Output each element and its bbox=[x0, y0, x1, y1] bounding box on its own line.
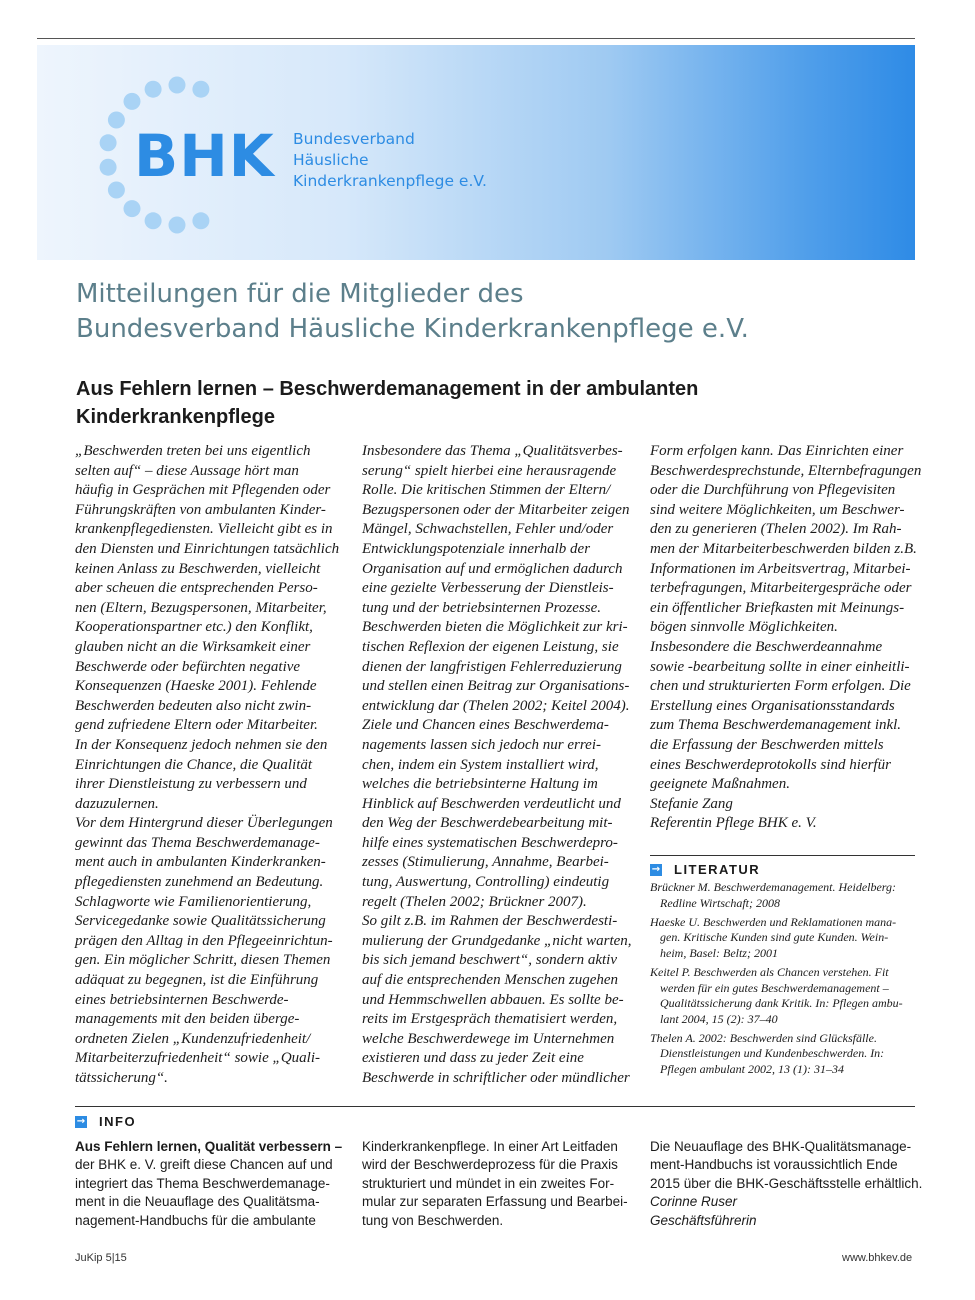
info-column-1 bbox=[75, 1138, 342, 1230]
text-line: und stellen einen Beitrag zur Organisations- bbox=[362, 678, 630, 695]
article-title-line: Aus Fehlern lernen – Beschwerdemanagement in der ambulanten bbox=[76, 378, 699, 400]
text-line: reits im Erstgespräch thematisiert werden, bbox=[362, 1011, 618, 1028]
text-line: Informationen im Arbeitsvertrag, Mitarbei- bbox=[650, 560, 911, 577]
text-line: Rolle. Die kritischen Stimmen der Eltern/ bbox=[362, 482, 611, 499]
reference-line: heim, Basel: Beltz; 2001 bbox=[660, 945, 778, 960]
article-column-2 bbox=[362, 442, 632, 1089]
text-line: Entwicklungspotenziale innerhalb der bbox=[362, 540, 591, 557]
article-column-3 bbox=[650, 442, 921, 834]
text-line: Führungskräften von ambulanten Kinder- bbox=[75, 501, 326, 518]
info-line: ment-Handbuchs ist voraussichtlich Ende bbox=[650, 1157, 898, 1173]
text-line: selten auf“ – diese Aussage hört man bbox=[75, 462, 299, 479]
info-heading bbox=[75, 1114, 136, 1129]
info-lead-bold: Aus Fehlern lernen, Qualität verbessern – bbox=[75, 1139, 343, 1154]
text-line: ordneten Zielen „Kundenzufriedenheit/ bbox=[75, 1030, 311, 1047]
literatur-list bbox=[650, 880, 920, 1081]
text-line: Beschwerde oder befürchten negative bbox=[75, 658, 301, 675]
text-line: Insbesondere die Beschwerdeannahme bbox=[650, 638, 883, 655]
text-line: Stefanie Zang bbox=[650, 795, 733, 812]
text-line: Mitarbeiterzufriedenheit“ sowie „Quali- bbox=[75, 1050, 320, 1067]
logo-dot bbox=[169, 217, 186, 234]
text-line: regelt (Thelen 2002; Brückner 2007). bbox=[362, 893, 587, 910]
text-line: Einrichtungen die Chance, die Qualität bbox=[75, 756, 313, 773]
info-line: strukturiert und mündet in ein zweites For- bbox=[362, 1175, 615, 1191]
logo-dot bbox=[108, 112, 125, 129]
text-line: häufig in Gesprächen mit Pflegenden oder bbox=[75, 482, 331, 499]
reference-line: Pflegen ambulant 2002, 13 (1): 31–34 bbox=[660, 1062, 844, 1077]
text-line: So gilt z.B. im Rahmen der Beschwerdesti- bbox=[362, 913, 618, 930]
text-line: ment auch in ambulanten Kinderkranken- bbox=[75, 854, 326, 871]
reference-line: Haeske U. Beschwerden und Reklamationen mana- bbox=[650, 914, 897, 929]
headline-line: Bundesverband Häusliche Kinderkrankenpflege e.V. bbox=[76, 314, 749, 344]
headline-line: Mitteilungen für die Mitglieder des bbox=[76, 279, 524, 309]
logo-dot bbox=[145, 212, 162, 229]
text-line: Form erfolgen kann. Das Einrichten einer bbox=[650, 443, 904, 459]
text-line: den Weg der Beschwerdebearbeitung mit- bbox=[362, 815, 613, 832]
reference-line: Redline Wirtschaft; 2008 bbox=[660, 895, 780, 910]
text-line: geeignete Maßnahmen. bbox=[650, 776, 790, 793]
info-line: mular zur separaten Erfassung und Bearbei- bbox=[362, 1194, 628, 1210]
text-line: Erstellung eines Organisationsstandards bbox=[650, 697, 895, 714]
info-line: der BHK e. V. greift diese Chancen auf und bbox=[75, 1157, 333, 1173]
text-line: Beschwerden bedeuten also nicht zwin- bbox=[75, 697, 312, 714]
text-line: den Diensten und Einrichtungen tatsächlich bbox=[75, 540, 340, 557]
reference-line: Keitel P. Beschwerden als Chancen verstehen. Fit bbox=[650, 964, 889, 979]
text-line: adäquat zu begegnen, ist die Einführung bbox=[75, 972, 319, 989]
text-line: zesses (Stimulierung, Annahme, Bearbei- bbox=[362, 854, 609, 871]
literatur-heading bbox=[650, 862, 760, 877]
text-line: Schlagworte wie Familienorientierung, bbox=[75, 893, 312, 910]
reference-line: Brückner M. Beschwerdemanagement. Heidelberg: bbox=[650, 880, 897, 894]
text-line: sind weitere Möglichkeiten, um Beschwer- bbox=[650, 501, 905, 518]
text-line: mulierung der Grundgedanke „nicht warten, bbox=[362, 932, 632, 949]
text-line: welches die betriebsinterne Haltung im bbox=[362, 776, 598, 793]
text-line: zum Thema Beschwerdemanagement inkl. bbox=[650, 717, 902, 734]
info-column-2 bbox=[362, 1138, 628, 1230]
text-line: Beschwerdesprechstunde, Elternbefragungen bbox=[650, 462, 922, 479]
text-line: die Erfassung der Beschwerden mittels bbox=[650, 736, 884, 753]
reference-line: Qualitätssicherung dank Kritik. In: Pflegen ambu- bbox=[660, 996, 903, 1011]
info-line: ment in die Neuauflage des Qualitätsma- bbox=[75, 1194, 320, 1210]
text-line: bis sich jemand beschwert“, sondern aktiv bbox=[362, 952, 617, 969]
reference-entry bbox=[650, 965, 920, 1027]
text-line: ihrer Dienstleistung zu verbessern und bbox=[75, 776, 307, 793]
text-line: Bezugspersonen oder der Mitarbeiter zeigen bbox=[362, 501, 630, 518]
text-line: den zu generieren (Thelen 2002). Im Rah- bbox=[650, 521, 902, 538]
text-line: Hinblick auf Beschwerden verdeutlicht und bbox=[362, 795, 621, 812]
text-line: Beschwerde in schriftlicher oder mündlicher bbox=[362, 1070, 630, 1086]
literatur-divider bbox=[650, 855, 915, 856]
organization-name bbox=[293, 129, 487, 192]
text-line: prägen den Alltag in den Pflegeeinrichtun- bbox=[75, 932, 333, 949]
footer-website-link[interactable]: www.bhkev.de bbox=[842, 1252, 913, 1264]
info-line: tung von Beschwerden. bbox=[362, 1212, 504, 1228]
arrow-right-icon: → bbox=[651, 863, 661, 875]
article-title bbox=[76, 375, 698, 431]
logo-dot bbox=[124, 200, 141, 217]
reference-line: Thelen A. 2002: Beschwerden sind Glücksfälle. bbox=[650, 1030, 877, 1045]
logo-dot bbox=[100, 159, 117, 176]
organization-name-line: Bundesverband bbox=[293, 130, 415, 148]
info-column-3 bbox=[650, 1138, 922, 1230]
text-line: Referentin Pflege BHK e. V. bbox=[650, 815, 817, 832]
text-line: Vor dem Hintergrund dieser Überlegungen bbox=[75, 815, 333, 832]
text-line: dienen der langfristigen Fehlerreduzierung bbox=[362, 658, 622, 675]
reference-line: lant 2004, 15 (2): 37–40 bbox=[660, 1011, 778, 1026]
text-line: bögen sinnvolle Möglichkeiten. bbox=[650, 619, 838, 636]
text-line: hilfe eines systematischen Beschwerdepro- bbox=[362, 834, 618, 851]
reference-entry bbox=[650, 915, 920, 962]
reference-entry bbox=[650, 880, 920, 911]
text-line: Kooperationspartner etc.) den Konflikt, bbox=[75, 619, 313, 636]
text-line: Ziele und Chancen eines Beschwerdema- bbox=[362, 717, 609, 734]
reference-line: gen. Kritische Kunden sind gute Kunden. Wein- bbox=[660, 930, 889, 945]
text-line: gewinnt das Thema Beschwerdemanage- bbox=[75, 834, 320, 851]
text-line: men der Mitarbeiterbeschwerden bilden z.B. bbox=[650, 540, 917, 557]
text-line: glauben nicht an die Wirksamkeit einer bbox=[75, 638, 311, 655]
text-line: eines Beschwerdeprotokolls sind hierfür bbox=[650, 756, 891, 773]
text-line: nen (Eltern, Bezugspersonen, Mitarbeiter, bbox=[75, 599, 327, 616]
logo-dot bbox=[100, 134, 117, 151]
text-line: oder die Durchführung von Pflegevisiten bbox=[650, 482, 896, 499]
signature-line: Geschäftsführerin bbox=[650, 1212, 757, 1228]
organization-name-line: Häusliche bbox=[293, 151, 369, 169]
text-line: tätssicherung“. bbox=[75, 1070, 168, 1086]
text-line: und Hemmschwellen abbauen. Es sollte be- bbox=[362, 991, 624, 1008]
arrow-right-icon: → bbox=[76, 1115, 86, 1127]
text-line: tung, Auswertung, Controlling) eindeutig bbox=[362, 874, 610, 891]
logo-dot bbox=[169, 77, 186, 94]
text-line: In der Konsequenz jedoch nehmen sie den bbox=[75, 736, 328, 753]
text-line: entwicklung dar (Thelen 2002; Keitel 2004). bbox=[362, 697, 630, 714]
text-line: serung“ spielt hierbei eine herausragende bbox=[362, 462, 617, 479]
article-column-1 bbox=[75, 442, 339, 1089]
text-line: gen. Ein möglicher Schritt, diesen Themen bbox=[75, 952, 331, 969]
text-line: Servicegedanke sowie Qualitätssicherung bbox=[75, 913, 326, 930]
text-line: chen, indem ein System installiert wird, bbox=[362, 756, 599, 773]
info-line: Kinderkrankenpflege. In einer Art Leitfaden bbox=[362, 1139, 618, 1154]
info-line: nagement-Handbuchs für die ambulante bbox=[75, 1212, 316, 1228]
text-line: welche Beschwerdewege im Unternehmen bbox=[362, 1030, 615, 1047]
text-line: krankenpflegediensten. Vielleicht gibt es in bbox=[75, 521, 333, 538]
logo-dot bbox=[192, 212, 209, 229]
text-line: sowie -bearbeitung sollte in einer einheitli- bbox=[650, 658, 910, 675]
logo-dot bbox=[145, 81, 162, 98]
info-line: 2015 über die BHK-Geschäftsstelle erhältlich. bbox=[650, 1175, 923, 1191]
text-line: gend zufriedene Eltern oder Mitarbeiter. bbox=[75, 717, 318, 734]
reference-line: werden für ein gutes Beschwerdemanagement – bbox=[660, 980, 889, 995]
text-line: existieren und dass zu jeder Zeit eine bbox=[362, 1050, 584, 1067]
literatur-heading-label: LITERATUR bbox=[674, 862, 761, 877]
logo-dot bbox=[192, 81, 209, 98]
info-divider bbox=[75, 1106, 915, 1107]
signature-line: Corinne Ruser bbox=[650, 1194, 738, 1210]
text-line: ein öffentlicher Briefkasten mit Meinungs- bbox=[650, 599, 905, 616]
organization-name-line: Kinderkrankenpflege e.V. bbox=[293, 172, 487, 190]
logo-wordmark: BHK bbox=[134, 122, 275, 190]
text-line: nagements lassen sich jedoch nur errei- bbox=[362, 736, 601, 753]
text-line: Konsequenzen (Haeske 2001). Fehlende bbox=[75, 678, 317, 695]
text-line: auf die entsprechenden Menschen zugehen bbox=[362, 972, 619, 989]
reference-line: Dienstleistungen und Kundenbeschwerden. In: bbox=[660, 1046, 885, 1061]
text-line: keinen Anlass zu Beschwerden, vielleicht bbox=[75, 560, 321, 577]
text-line: aber scheuen die entsprechenden Perso- bbox=[75, 580, 318, 597]
page-headline bbox=[76, 277, 749, 347]
info-line: wird der Beschwerdeprozess für die Praxis bbox=[362, 1157, 618, 1173]
logo-dot bbox=[124, 93, 141, 110]
info-line: Die Neuauflage des BHK-Qualitätsmanage- bbox=[650, 1139, 912, 1154]
footer-issue: JuKip 5|15 bbox=[75, 1252, 127, 1264]
text-line: Beschwerden bieten die Möglichkeit zur kri- bbox=[362, 619, 628, 636]
reference-entry bbox=[650, 1031, 920, 1078]
text-line: tischen Reflexion der eigenen Leistung, sie bbox=[362, 638, 619, 655]
text-line: „Beschwerden treten bei uns eigentlich bbox=[75, 443, 311, 459]
text-line: Insbesondere das Thema „Qualitätsverbes- bbox=[362, 443, 623, 459]
info-heading-label: INFO bbox=[99, 1114, 137, 1129]
text-line: dazuzulernen. bbox=[75, 795, 159, 812]
text-line: pflegediensten zunehmend an Bedeutung. bbox=[75, 874, 324, 891]
text-line: tung und der betriebsinternen Prozesse. bbox=[362, 599, 601, 616]
text-line: managements mit den beiden überge- bbox=[75, 1011, 300, 1028]
text-line: chen und strukturierten Form erfolgen. Die bbox=[650, 678, 911, 695]
top-rule bbox=[37, 38, 915, 39]
text-line: eines betriebsinternen Beschwerde- bbox=[75, 991, 289, 1008]
info-line: integriert das Thema Beschwerdemanage- bbox=[75, 1175, 330, 1191]
text-line: terbefragungen, Mitarbeitergespräche oder bbox=[650, 580, 912, 597]
logo-dot bbox=[108, 182, 125, 199]
article-title-line: Kinderkrankenpflege bbox=[76, 406, 275, 428]
text-line: Mängel, Schwachstellen, Fehler und/oder bbox=[362, 521, 614, 538]
header-banner bbox=[37, 45, 915, 260]
text-line: Organisation auf und ermöglichen dadurch bbox=[362, 560, 623, 577]
text-line: eine gezielte Verbesserung der Dienstleis- bbox=[362, 580, 614, 597]
